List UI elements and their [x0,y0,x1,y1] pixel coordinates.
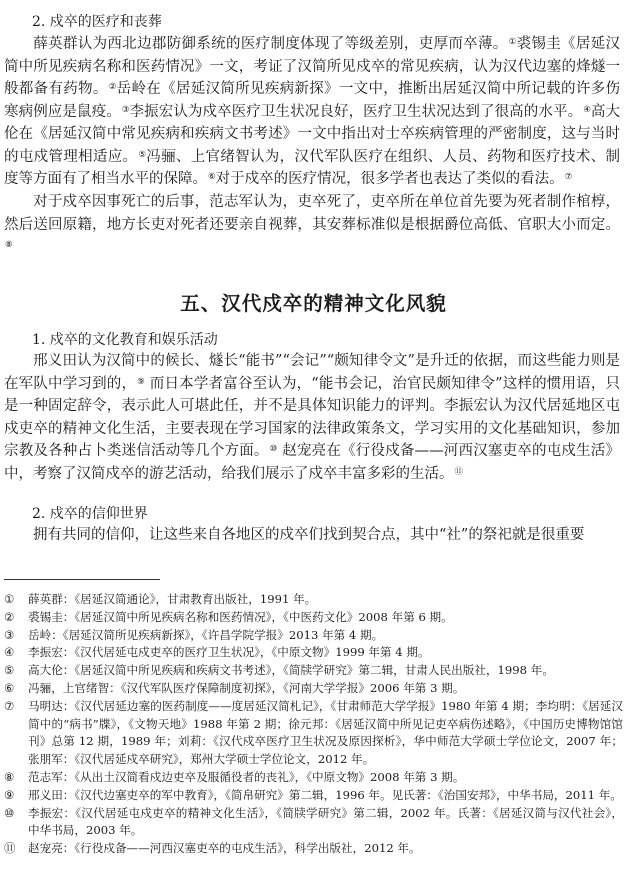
footnote-ref-11[interactable]: ⑪ [454,466,464,477]
text-span: 拥有共同的信仰，让这些来自各地区的戍卒们找到契合点，其中“社”的祭祀就是很重要 [33,527,585,543]
footnote-ref-5[interactable]: ⑤ [138,149,147,160]
footnote-text: 马明达：《汉代居延边塞的医药制度——度居延汉简札记》，《甘肃师范大学学报》1980 年第 4 期；李均明：《居延汉简中的“病书”牒》，《文物天地》1988 年第 2 期；徐元邦：《居延汉简中所见记吏卒病伤述略》，《中国历史博物馆馆刊》总第 12 期，1989 年；刘莉：《汉代戍卒医疗卫生状况及原因探析》，华中师范大学硕士学位论文，2007 年；张朋军：《汉代居延戍卒研究》，郑州大学硕士学位论文，2012 年。 [28,698,623,767]
footnote-number: ⑥ [4,680,15,695]
footnote-8 [0,769,627,787]
footnote-ref-9[interactable]: ⑨ [137,376,145,387]
text-span: 对于戍卒因事死亡的后事，范志军认为，吏卒死了，吏卒所在单位首先要为死者制作棺椁，然后送回原籍，地方长吏对死者还要亲自视葬，其安葬标准似是根据爵位高低、官职大小而定。 [4,194,620,233]
footnote-ref-1[interactable]: ① [508,37,517,47]
footnote-10 [0,805,627,841]
text-span: 裘锡圭《居延汉简中所见疾病名称和医药情况》一文，考证了汉简所见戍卒的常见疾病，认为汉代边塞的烽燧一般都备有药物。 [4,36,621,97]
section-heading-belief: 2. 戍卒的信仰世界 [32,506,148,522]
footnote-ref-2[interactable]: ② [108,82,117,92]
footnote-text: 邢义田：《汉代边塞吏卒的军中教育》，《简帛研究》第二辑，1996 年。见氏著：《治国安邦》，中华书局，2011 年。 [28,787,622,802]
text-span: 岳岭在《居延汉简所见疾病新探》一文中，推断出居延汉简中所记载的许多伤寒病例应是鼠疫。 [4,81,621,120]
footnote-text: 高大伦：《居延汉简中所见疾病和疾病文书考述》，《简牍学研究》第二辑，甘肃人民出版社，1998 年。 [28,663,554,678]
footnote-text: 岳岭：《居延汉简所见疾病新探》，《许昌学院学报》2013 年第 4 期。 [28,627,384,642]
paragraph-medical-care [4,33,620,191]
footnote-2 [0,609,627,627]
footnote-ref-7[interactable]: ⑦ [564,172,573,182]
footnote-number: ⑪ [4,841,16,856]
footnote-3 [0,627,627,645]
footnote-11 [0,840,627,858]
chapter-title: 五、汉代戍卒的精神文化风貌 [180,292,447,315]
footnote-text: 李振宏：《汉代居延屯戍吏卒的精神文化生活》，《简牍学研究》第二辑，2002 年。氏著：《居延汉简与汉代社会》，中华书局，2003 年。 [28,805,623,838]
footnote-text: 范志军：《从出土汉简看戍边吏卒及服循役者的丧礼》，《中原文物》2008 年第 3 期。 [28,769,465,784]
footnote-text: 冯骊，上官绪智：《汉代军队医疗保障制度初探》，《河南大学学报》2006 年第 3 期。 [28,680,465,695]
footnote-1 [0,591,627,609]
text-span: 赵宠亮在《行役戍备——河西汉塞吏卒的屯戍生活》中，考察了汉简戍卒的游艺活动，给我们展示了戍卒丰富多彩的生活。 [4,443,621,482]
footnote-number: ⑧ [4,769,15,784]
footnote-text: 赵宠亮：《行役戍备——河西汉塞吏卒的屯戍生活》，科学出版社，2012 年。 [28,841,421,856]
footnote-ref-4[interactable]: ④ [583,104,591,115]
footnote-number: ④ [4,645,15,660]
paragraph-funeral [4,191,620,259]
footnote-ref-3[interactable]: ③ [121,104,130,115]
text-span: 对于戍卒的医疗情况，很多学者也表达了类似的看法。 [215,171,564,187]
footnote-9 [0,787,627,805]
footnotes [0,591,627,858]
footnote-number: ⑩ [4,805,15,820]
footnote-4 [0,644,627,662]
section-heading-medical: 2. 戍卒的医疗和丧葬 [32,14,162,30]
text-span: 冯骊、上官绪智认为，汉代军队医疗在组织、人员、药物和医疗技术、制度等方面有了相当水平的保障。 [4,148,620,187]
footnote-5 [0,662,627,680]
section-heading-education: 1. 戍卒的文化教育和娱乐活动 [32,332,218,348]
paragraph-belief [4,524,620,547]
footnote-divider [4,579,160,580]
footnote-number: ② [4,609,15,624]
footnote-7 [0,698,627,769]
footnote-number: ⑤ [4,663,15,678]
footnote-number: ⑨ [4,787,15,802]
footnote-number: ① [4,592,15,606]
footnote-number: ⑦ [4,698,15,713]
footnote-ref-8[interactable]: ⑧ [5,240,13,250]
footnote-text: 裘锡圭：《居延汉简中所见疾病名称和医药情况》，《中医药文化》2008 年第 6 期。 [28,609,453,624]
footnote-6 [0,680,627,698]
text-span: 高大伦在《居延汉简中常见疾病和疾病文书考述》一文中指出对士卒疾病管理的严密制度，这与当时的屯戍管理相适应。 [4,103,621,165]
footnote-number: ③ [4,627,15,642]
footnote-text: 李振宏：《汉代居延屯戍吏卒的医疗卫生状况》，《中原文物》1999 年第 4 期。 [28,645,430,660]
text-span: 薛英群认为西北边郡防御系统的医疗制度体现了等级差别，吏厚而卒薄。 [33,36,508,52]
footnote-ref-6[interactable]: ⑥ [208,172,216,182]
text-span: 邢义田认为汉简中的候长、燧长“能书”“会记”“颇知律令文”是升迁的依据，而这些能力则是在军队中学习到的， [4,353,620,392]
footnote-text: 薛英群：《居延汉简通论》，甘肃教育出版社，1991 年。 [28,592,317,606]
footnote-ref-10[interactable]: ⑩ [269,444,278,454]
paragraph-education [4,350,620,485]
text-span: 李振宏认为戍卒医疗卫生状况良好，医疗卫生状况达到了很高的水平。 [129,103,583,120]
text-span: 而日本学者富谷至认为，“能书会记，治官民颇知律令”这样的惯用语，只是一种固定辞令，表示此人可堪此任，并不是具体知识能力的评判。李振宏认为汉代居延地区屯戍吏卒的精神文化生活，主要表现在学习国家的法律政策条文，学习实用的文化基础知识，参加宗教及各种占卜类迷信活动等几个方面。 [4,375,621,459]
